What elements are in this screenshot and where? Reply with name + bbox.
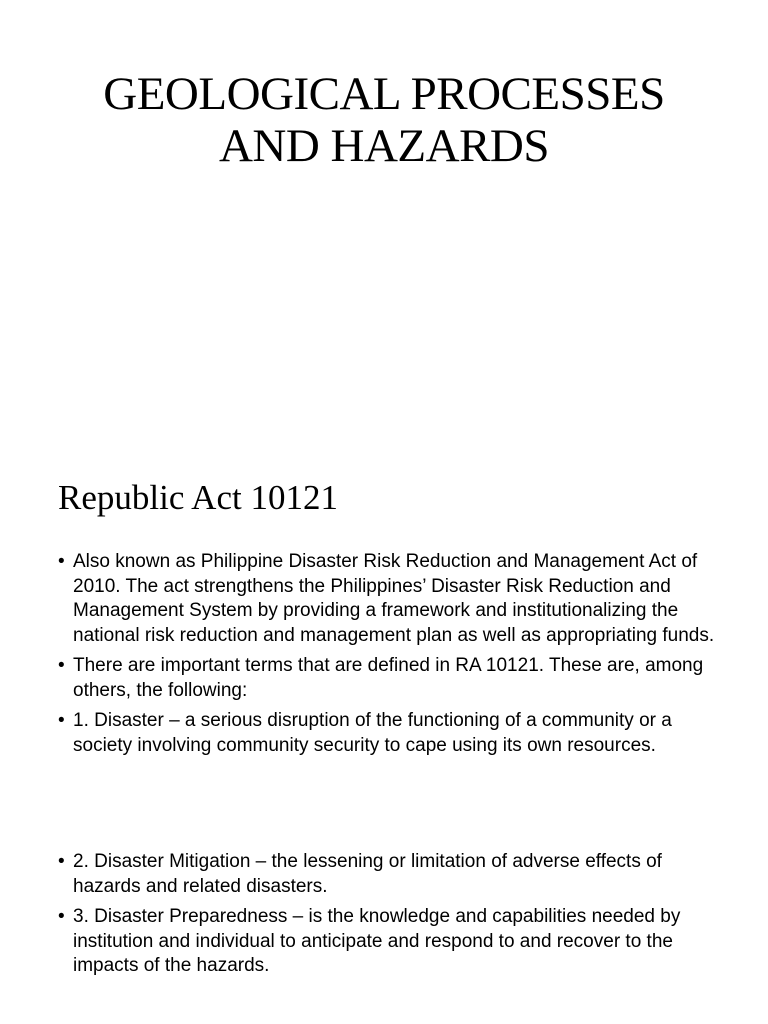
bullet-dot: • [58, 710, 65, 731]
bullet-item [58, 709, 716, 758]
bullet-item [58, 905, 716, 979]
slide-heading: Republic Act 10121 [58, 478, 338, 517]
bullet-dot: • [58, 655, 65, 676]
bullet-text: There are important terms that are defined in RA 10121. These are, among others, the following: [73, 655, 704, 701]
content-slide [0, 430, 768, 1024]
bullet-text: 1. Disaster – a serious disruption of the functioning of a community or a society involving community security to cape using its own resources. [73, 710, 672, 756]
bullet-dot: • [58, 851, 65, 872]
bullet-text: 3. Disaster Preparedness – is the knowledge and capabilities needed by institution and individual to anticipate and respond to and recover to the impacts of the hazards. [73, 906, 681, 976]
bullet-item [58, 654, 716, 703]
bullet-dot: • [58, 551, 65, 572]
bullet-text: Also known as Philippine Disaster Risk Reduction and Management Act of 2010. The act strengthens the Philippines’ Disaster Risk Reduction and Management System by providing a framework and institutionalizing the national risk reduction and management plan as well as appropriating funds. [73, 551, 715, 646]
bullet-text: 2. Disaster Mitigation – the lessening or limitation of adverse effects of hazards and related disasters. [73, 851, 662, 897]
title-slide [0, 0, 768, 430]
bullet-item [58, 850, 716, 899]
bullet-dot: • [58, 906, 65, 927]
bullet-item [58, 550, 716, 648]
bullet-list [58, 550, 716, 985]
slide-title: GEOLOGICAL PROCESSES AND HAZARDS [103, 68, 665, 172]
